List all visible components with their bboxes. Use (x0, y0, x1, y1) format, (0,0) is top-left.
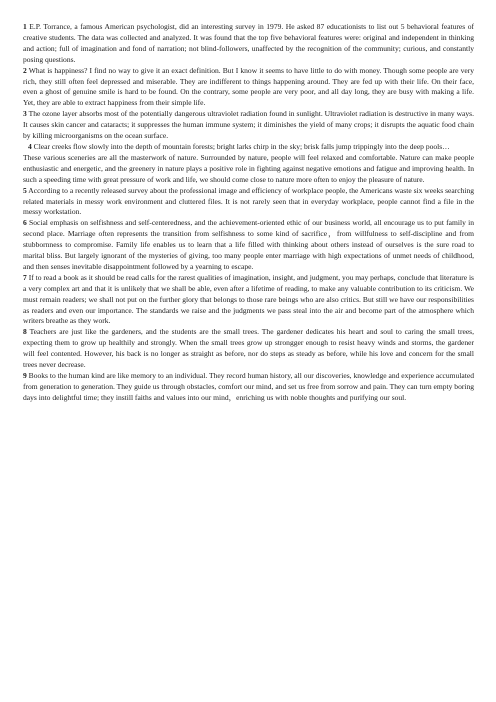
paragraph-5 (23, 186, 474, 219)
paragraph-9 (23, 371, 474, 404)
paragraph-2 (23, 66, 474, 110)
paragraph-number: 2 (23, 65, 27, 75)
paragraph-number: 6 (23, 218, 27, 228)
paragraph-number: 7 (23, 272, 27, 282)
paragraph-number: 8 (23, 327, 27, 337)
paragraph-number: 1 (23, 22, 27, 31)
paragraph-text: Clear creeks flow slowly into the depth of mountain forests; bright larks chirp in the sky; brisk falls jump trippingly into the deep pools… (31, 141, 450, 151)
paragraph-7 (23, 273, 474, 328)
paragraph-4-continued (23, 153, 474, 186)
paragraph-number: 5 (23, 185, 27, 195)
paragraph-8 (23, 327, 474, 371)
paragraph-text: E.P. Torrance, a famous American psychologist, did an interesting survey in 1979. He asked 87 educationists to list out 5 behavioral features of creative students. The data was collected and analyzed. It was found that the top five behavioral features were: original and independent in thinking and action; full of imagination and fond of narration; not blind-followers, unaffected by the recognition of the community; curious, and constantly posing questions. (23, 22, 474, 64)
paragraph-number: 4 (28, 141, 32, 151)
paragraph-3 (23, 109, 474, 142)
paragraph-number: 9 (23, 371, 27, 380)
paragraph-1 (23, 22, 474, 66)
paragraph-text: Teachers are just like the gardeners, and the students are the small trees. The gardener dedicates his heart and soul to caring the small trees, expecting them to grow up healthily and strongly. When the small trees grow up strongger enough to resist heavy winds and storms, the gardener will feel contented. However, his back is no longer as straight as before, nor do steps as steady as before, while his love and concern for the small trees never decrease. (23, 327, 474, 370)
paragraph-text: Books to the human kind are like memory to an individual. They record human history, all our discoveries, knowledge and experience accumulated from generation to generation. They guide us through obstacles, comfort our mind, and set us free from sorrow and pain. They can turn empty boring days into delightful time; they instill faiths and values into our mind，enriching us with noble thoughts and purifying our soul. (23, 371, 474, 402)
paragraph-4 (23, 142, 474, 153)
paragraph-text: These various sceneries are all the masterwork of nature. Surrounded by nature, people will feel relaxed and comfortable. Nature can make people enthusiastic and energetic, and the greenery in nature plays a positive role in fighting against negative emotions and fatigue and improving health. In such a speeding time with great pressure of work and life, we should come close to nature more often to enjoy the pleasure of nature. (23, 152, 474, 184)
paragraph-text: The ozone layer absorbs most of the potentially dangerous ultraviolet radiation found in sunlight. Ultraviolet radiation is destructive in many ways. It causes skin cancer and cataracts; it suppresses the human immune system; it diminishes the yield of many crops; it disrupts the aquatic food chain by killing microorganisms on the ocean surface. (23, 109, 474, 141)
paragraph-6 (23, 218, 474, 273)
document-body (23, 22, 474, 404)
paragraph-text: According to a recently released survey about the professional image and efficiency of workplace people, the Americans waste six weeks searching related materials in messy work environment and cluttered files. It is not rarely seen that in everyday workplace, people cannot find a file in the messy workstation. (23, 185, 474, 217)
paragraph-text: If to read a book as it should be read calls for the rarest qualities of imagination, insight, and judgment, you may perhaps, conclude that literature is a very complex art and that it is unlikely that we shall be able, even after a lifetime of reading, to make any valuable contribution to its criticism. We must remain readers; we shall not put on the further glory that belongs to those rare beings who are also critics. But still we have our responsibilities as readers and even our importance. The standards we raise and the judgments we pass steal into the air and become part of the atmosphere which writers breathe as they work. (23, 272, 474, 326)
paragraph-number: 3 (23, 109, 27, 119)
paragraph-text: What is happiness? I find no way to give it an exact definition. But I know it seems to have little to do with money. Though some people are very rich, they still often feel depressed and miserable. They are indifferent to things happening around. They are fed up with their life. On their face, even a ghost of genuine smile is hard to be found. On the contrary, some people are very poor, and all day long, they are busy with making a life. Yet, they are able to extract happiness from their simple life. (23, 65, 474, 108)
paragraph-text: Social emphasis on selfishness and self-centeredness, and the achievement-oriented ethic of our business world, all encourage us to put family in second place. Marriage often represents the transition from selfishness to some kind of sacrifice，from willfulness to self-discipline and from stubbornness to compromise. Family life enables us to learn that a life filled with thinking about others instead of ourselves is the sure road to marital bliss. But largely ignorant of the mysteries of giving, too many people enter marriage with high expectations of unmet needs of childhood, and then senses inevitable disappointment followed by a yearning to escape. (23, 218, 474, 271)
